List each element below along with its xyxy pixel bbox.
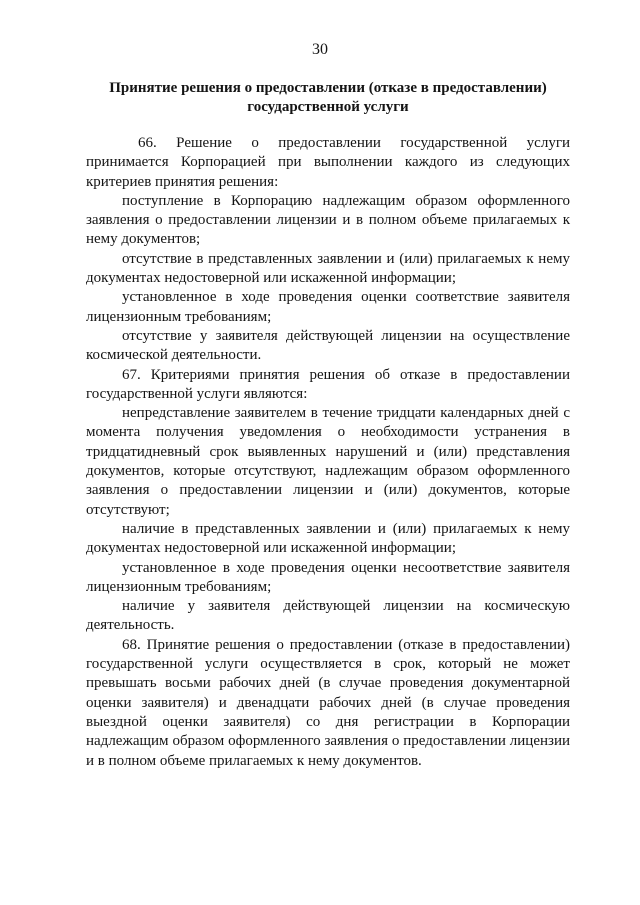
- paragraph-66-criterion-4: отсутствие у заявителя действующей лицензии на осуществление космической деятельности.: [86, 327, 570, 364]
- paragraph-67-criterion-1: непредставление заявителем в течение тридцати календарных дней с момента получения уведомления о необходимости устранения в тридцатидневный срок выявленных нарушений и (или) представления документов, которые отсутствуют, надлежащим образом оформленного заявления о предоставлении лицензии и (или) документов, которые отсутствуют;: [86, 405, 570, 518]
- document-body: [86, 134, 570, 771]
- paragraph-66-criterion-3: установленное в ходе проведения оценки соответствие заявителя лицензионным требованиям;: [86, 289, 570, 325]
- page-number: 30: [312, 41, 328, 58]
- paragraph-67-criterion-2: наличие в представленных заявлении и (или) прилагаемых к нему документах недостоверной или искаженной информации;: [86, 520, 570, 557]
- paragraph-66-criterion-1: поступление в Корпорацию надлежащим образом оформленного заявления о предоставлении лицензии и в полном объеме прилагаемых к нему документов;: [86, 192, 570, 248]
- paragraph-68: 68. Принятие решения о предоставлении (отказе в предоставлении) государственной услуги осуществляется в срок, который не может превышать восьми рабочих дней (в случае проведения документарной оценки заявителя) и двенадцати рабочих дней (в случае проведения выездной оценки заявителя) со дня регистрации в Корпорации надлежащим образом оформленного заявления о предоставлении лицензии и в полном объеме прилагаемых к нему документов.: [86, 636, 570, 769]
- paragraph-66-criterion-2: отсутствие в представленных заявлении и (или) прилагаемых к нему документах недостоверной или искаженной информации;: [86, 250, 570, 287]
- section-heading: [86, 79, 570, 117]
- paragraph-67-criterion-3: установленное в ходе проведения оценки несоответствие заявителя лицензионным требованиям;: [86, 559, 570, 595]
- paragraph-67-criterion-4: наличие у заявителя действующей лицензии на космическую деятельность.: [86, 598, 570, 634]
- section-heading-line-2: государственной услуги: [247, 99, 409, 115]
- paragraph-67: 67. Критериями принятия решения об отказе в предоставлении государственной услуги являются:: [86, 366, 570, 402]
- section-heading-line-1: Принятие решения о предоставлении (отказе в предоставлении): [109, 80, 547, 96]
- paragraph-66: 66. Решение о предоставлении государственной услуги принимается Корпорацией при выполнении каждого из следующих критериев принятия решения:: [86, 135, 570, 190]
